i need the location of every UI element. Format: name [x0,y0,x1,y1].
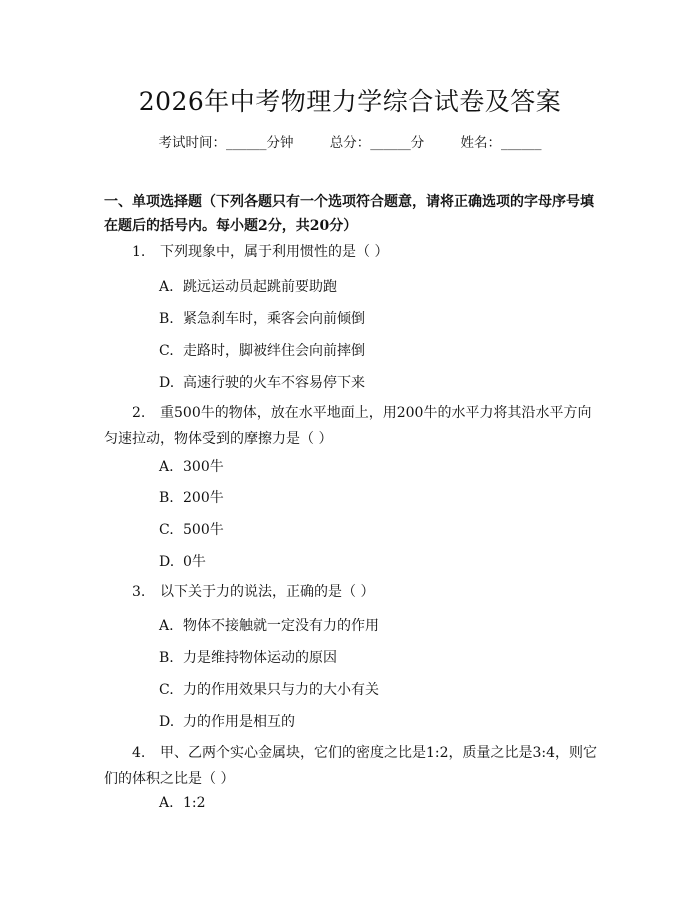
student-name-field [461,131,542,151]
question-2 [104,400,604,452]
option-4a [159,795,206,811]
option-1b [159,308,365,328]
option-text: 跳远运动员起跳前要助跑 [183,279,337,295]
total-score-unit: 分 [410,135,425,151]
option-letter: C. [159,343,174,359]
student-name-blank: ______ [501,135,542,151]
question-number: 2. [132,405,146,421]
exam-time-label: 考试时间： [158,135,226,151]
question-number: 1. [132,244,146,260]
option-text: 力的作用效果只与力的大小有关 [183,682,379,698]
option-letter: B. [159,311,174,327]
option-text: 500牛 [183,522,224,538]
option-3c [159,679,379,699]
option-text: 1:2 [183,795,206,811]
option-3b [159,647,337,667]
option-letter: B. [159,650,174,666]
option-text: 力的作用是相互的 [183,714,295,730]
option-text: 紧急刹车时，乘客会向前倾倒 [183,311,365,327]
option-text: 高速行驶的火车不容易停下来 [183,375,365,391]
option-text: 300牛 [183,459,224,475]
option-text: 力是维持物体运动的原因 [183,650,337,666]
option-text: 0牛 [183,554,206,570]
total-score-label: 总分： [329,135,371,151]
option-letter: D. [159,375,175,391]
page-title: 2026年中考物理力学综合试卷及答案 [138,87,562,116]
option-2a [159,456,224,476]
question-3 [104,579,604,605]
option-letter: C. [159,522,174,538]
option-text: 物体不接触就一定没有力的作用 [183,618,379,634]
option-letter: A. [159,459,174,475]
option-letter: D. [159,714,175,730]
option-letter: C. [159,682,174,698]
option-letter: A. [159,618,174,634]
option-letter: A. [159,795,174,811]
student-name-label: 姓名： [460,135,502,151]
exam-time-blank: ______ [225,135,267,151]
question-text: 甲、乙两个实心金属块，它们的密度之比是1:2，质量之比是3:4，则它们的体积之比是（ ） [104,745,598,787]
exam-meta [0,131,700,151]
exam-time-unit: 分钟 [266,135,294,151]
question-number: 4. [132,745,146,761]
question-1 [104,239,604,265]
option-2d [159,551,206,571]
option-1c [159,340,365,360]
question-4 [104,740,604,792]
total-score-blank: ______ [370,135,411,151]
question-text: 以下关于力的说法，正确的是（ ） [160,584,375,600]
option-2b [159,487,224,507]
option-letter: B. [159,490,174,506]
question-text: 下列现象中，属于利用惯性的是（ ） [160,244,389,260]
option-1a [159,276,337,296]
option-letter: D. [159,554,175,570]
option-3a [159,615,379,635]
question-text: 重500牛的物体，放在水平地面上，用200牛的水平力将其沿水平方向匀速拉动，物体受到的摩擦力是（ ） [104,405,592,447]
option-letter: A. [159,279,174,295]
section-heading: 一、单项选择题（下列各题只有一个选项符合题意，请将正确选项的字母序号填在题后的括号内。每小题2分，共20分） [104,194,594,234]
option-3d [159,711,295,731]
option-text: 200牛 [183,490,224,506]
question-number: 3. [132,584,146,600]
exam-time-field [158,131,293,151]
total-score-field [330,131,425,151]
option-1d [159,372,365,392]
option-text: 走路时，脚被绊住会向前摔倒 [183,343,365,359]
option-2c [159,519,224,539]
